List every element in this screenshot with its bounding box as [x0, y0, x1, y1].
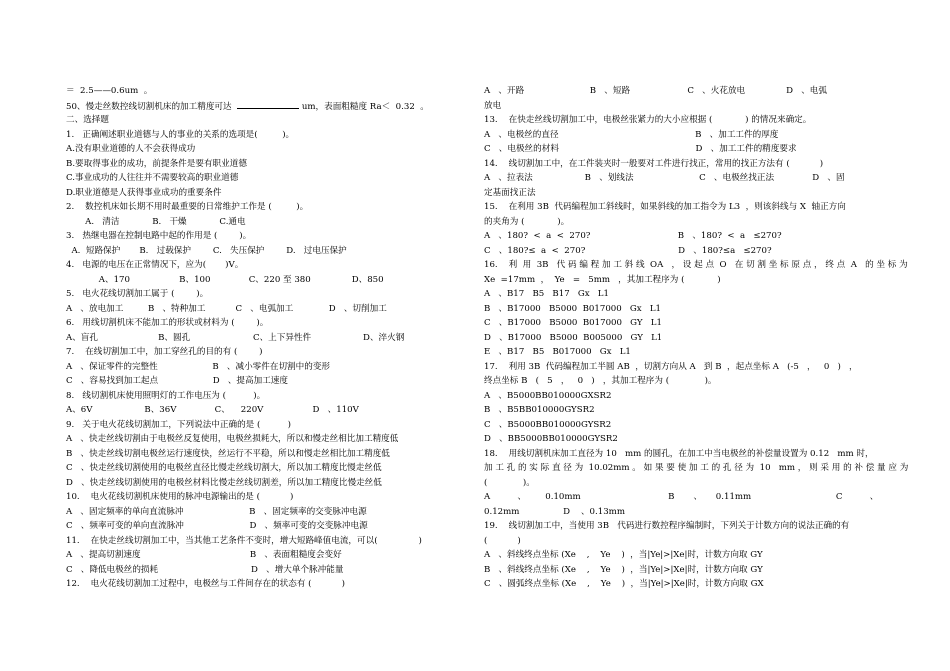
text-line: C 、B17000 B5000 B017000 GY L1	[484, 318, 662, 328]
text-line: D 、B17000 B5000 B005000 GY L1	[484, 332, 663, 343]
text-line: 定基面找正法	[484, 187, 536, 198]
text-line: 加 工 孔 的 实 际 直 径 为 10.02mm 。 如 果 要 使 加 工 的 孔 径 为 10 mm ， 则 采 用 的 补 偿 量 应 为	[484, 463, 909, 473]
text-line: 9. 关于电火花线切割加工，下列说法中正确的是 ( )	[66, 419, 292, 430]
text-line: 16. 利 用 3B 代 码 编 程 加 工 斜 线 OA ， 设 起 点 O 在 切 割 坐 标 原 点 ， 终 点 A 的 坐 标 为	[484, 260, 908, 270]
text-line: D.职业道德是人获得事业成功的重要条件	[66, 187, 222, 198]
text-line: C 、降低电极丝的损耗 D 、增大单个脉冲能量	[66, 564, 344, 575]
text-line: A 、B17 B5 B17 Gx L1	[484, 289, 609, 299]
text-line: 13. 在快走丝线切割加工中，电极丝张紧力的大小应根据 ( ) 的情况来确定。	[484, 115, 812, 125]
text-line: 3. 热继电器在控制电路中起的作用是 ( )。	[66, 231, 252, 241]
text-line: Xe =17mm ， Ye = 5mm ，其加工程序为 ( )	[484, 274, 721, 285]
text-line: 8. 线切割机床使用照明灯的工作电压为 ( )。	[66, 390, 266, 401]
text-line: ＝ 2.5——0.6um 。	[66, 86, 153, 96]
text-line: 11. 在快走丝线切割加工中，当其他工艺条件不变时，增大短路峰值电流，可以( )	[66, 535, 422, 546]
text-line: 12. 电火花线切割加工过程中，电极丝与工件间存在的状态有 ( )	[66, 579, 345, 589]
text-line: 15. 在利用 3B 代码编程加工斜线时，如果斜线的加工指令为 L3 ，则该斜线与 X 轴正方向	[484, 202, 846, 212]
question-text: 50、慢走丝数控线切割机床的加工精度可达	[66, 101, 238, 112]
text-line: A 、固定频率的单向直流脉冲 B 、固定频率的交变脉冲电源	[66, 506, 367, 517]
text-line: A. 清洁 B. 干燥 C.通电	[66, 216, 246, 227]
question-text: um，表面粗糙度 Ra＜ 0.32 。	[299, 101, 429, 112]
text-line: A 、斜线终点坐标 (Xe , Ye ) ，当|Ye|>|Xe|时，计数方向取 GY	[484, 550, 763, 560]
text-line: C 、圆弧终点坐标 (Xe , Ye ) ，当|Ye|>|Xe|时，计数方向取 GX	[484, 579, 764, 589]
text-line: A 、开路 B 、短路 C 、火花放电 D 、电弧	[484, 86, 827, 96]
text-line: B 、快走丝线切割电极丝运行速度快，丝运行不平稳，所以和慢走丝相比加工精度低	[66, 448, 390, 459]
text-line: C 、B5000BB010000GYSR2	[484, 419, 612, 430]
text-line: C 、频率可变的单向直流脉冲 D 、频率可变的交变脉冲电源	[66, 521, 368, 531]
text-line: 17. 利用 3B 代码编程加工半圆 AB ，切割方向从 A 到 B ，起点坐标 A (-5 ， 0 ) ，	[484, 361, 858, 372]
text-line: A 、 0.10mm B 、 0.11mm C 、	[484, 492, 879, 502]
text-line: A 、电极丝的直径 B 、加工工件的厚度	[484, 129, 779, 140]
text-line: D 、快走丝线切割使用的电极丝材料比慢走丝线切割差，所以加工精度比慢走丝低	[66, 477, 382, 488]
text-line: A.没有职业道德的人不会获得成功	[66, 144, 196, 154]
text-line: 二、选择题	[66, 115, 109, 125]
text-line: C 、180?≤ a < 270? D 、180?≤a ≤270?	[484, 245, 772, 256]
text-line: 放电	[484, 100, 502, 111]
text-line: C.事业成功的人往往并不需要较高的职业道德	[66, 173, 239, 183]
text-line: 5. 电火花线切割加工属于 ( )。	[66, 289, 209, 299]
text-line: A 、180? < a < 270? B 、180? < a ≤270?	[484, 231, 782, 241]
right-column	[484, 84, 909, 592]
text-line: A 、B5000BB010000GXSR2	[484, 390, 612, 401]
text-line: 2. 数控机床如长期不用时最重要的日常维护工作是 ( )。	[66, 202, 309, 212]
question-line	[66, 99, 464, 114]
text-line: B 、B5BB010000GYSR2	[484, 405, 595, 415]
text-line: C 、电极丝的材料 D 、加工工件的精度要求	[484, 144, 797, 154]
text-line: A、170 B、100 C、220 至 380 D、850	[66, 274, 384, 285]
text-line: 终点坐标 B ( 5 ， 0 ) ，其加工程序为 ( )。	[484, 376, 717, 386]
text-line: ( )。	[484, 477, 535, 488]
text-line: A 、保证零件的完整性 B 、减小零件在切割中的变形	[66, 361, 331, 372]
text-line: A、6V B、36V C、 220V D 、110V	[66, 405, 359, 415]
text-line: C 、快走丝线切割使用的电极丝直径比慢走丝线切割大，所以加工精度比慢走丝低	[66, 463, 382, 473]
text-line: 6. 用线切割机床不能加工的形状或材料为 ( )。	[66, 318, 269, 328]
answer-blank	[237, 99, 299, 109]
text-line: 4. 电源的电压在正常情况下，应为( )V。	[66, 260, 244, 270]
text-line: E 、B17 B5 B017000 Gx L1	[484, 347, 631, 357]
text-line: 的夹角为 ( )。	[484, 216, 570, 227]
text-line: A. 短路保护 B. 过载保护 C. 失压保护 D. 过电压保护	[66, 245, 347, 256]
text-line: A 、拉表法 B 、划线法 C 、电极丝找正法 D 、固	[484, 173, 845, 183]
text-line: C 、容易找到加工起点 D 、提高加工速度	[66, 376, 288, 386]
text-line: D 、BB5000BB010000GYSR2	[484, 434, 618, 444]
text-line: 7. 在线切割加工中，加工穿丝孔的目的有 ( )	[66, 347, 263, 357]
text-line: A 、提高切割速度 B 、表面粗糙度会变好	[66, 550, 342, 560]
text-line: A 、快走丝线切割由于电极丝反复使用，电极丝损耗大，所以和慢走丝相比加工精度低	[66, 434, 399, 444]
text-line: 1. 正确阐述职业道德与人的事业的关系的选项是( )。	[66, 129, 295, 140]
text-line: 14. 线切割加工中，在工件装夹时一般要对工件进行找正，常用的找正方法有 ( )	[484, 158, 824, 169]
text-line: B 、斜线终点坐标 (Xe , Ye ) ，当|Ye|>|Xe|时，计数方向取 GY	[484, 564, 763, 575]
text-line: 0.12mm D 、0.13mm	[484, 506, 625, 517]
text-line: 19. 线切割加工中，当使用 3B 代码进行数控程序编制时，下列关于计数方向的说法正确的有	[484, 521, 850, 531]
text-line: ( )	[484, 535, 521, 546]
text-line: A 、放电加工 B 、特种加工 C 、电弧加工 D 、切削加工	[66, 303, 387, 314]
text-line: 10. 电火花线切割机床使用的脉冲电源输出的是 ( )	[66, 492, 294, 502]
text-line: B.要取得事业的成功，前提条件是要有职业道德	[66, 158, 247, 169]
text-line: A、盲孔 B、圆孔 C、上下异性件 D、淬火钢	[66, 332, 405, 343]
text-line: 18. 用线切割机床加工直径为 10 mm 的圆孔，在加工中当电极丝的补偿量设置为 0.12 mm 时，	[484, 448, 874, 459]
text-line: B 、B17000 B5000 B017000 Gx L1	[484, 303, 661, 314]
left-column	[66, 84, 464, 592]
